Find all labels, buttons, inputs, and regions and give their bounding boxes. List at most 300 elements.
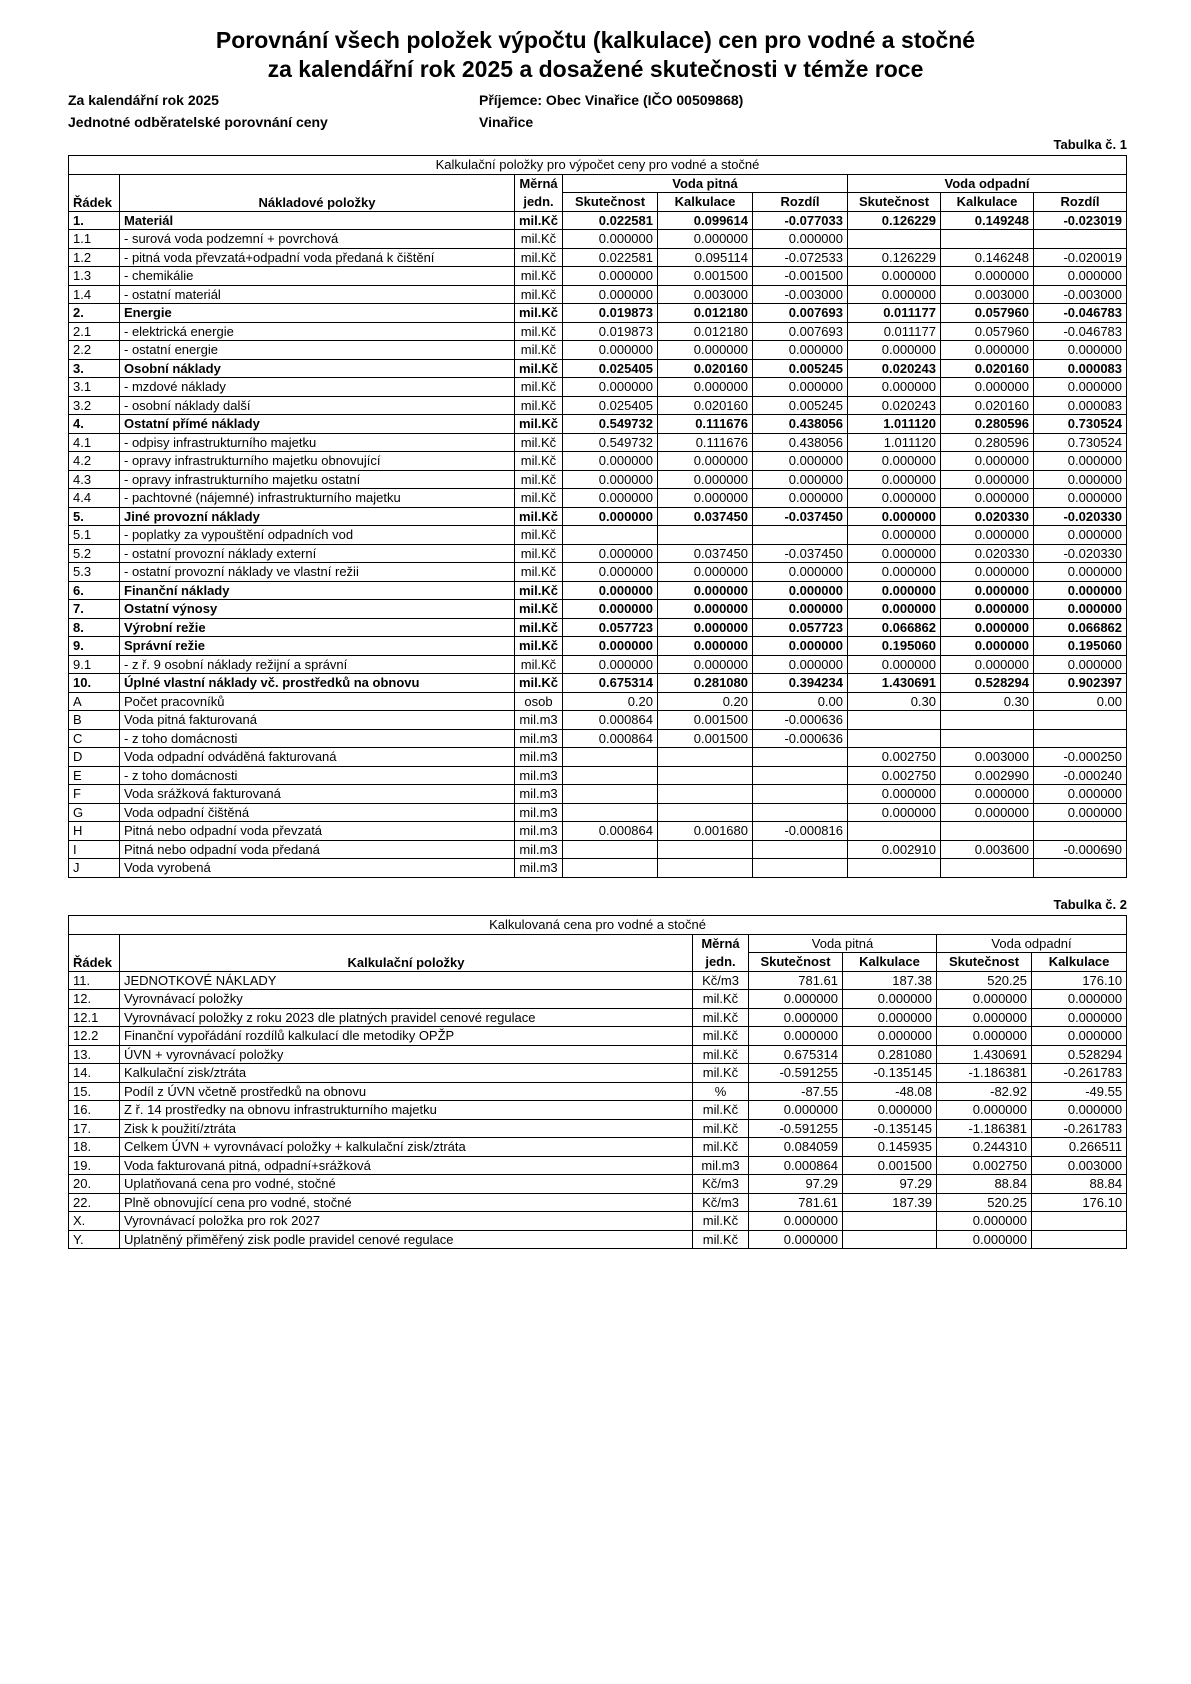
- table-row: [69, 452, 1127, 471]
- value-cell: [848, 729, 941, 748]
- value-cell: [658, 748, 753, 767]
- row-number: 20.: [69, 1175, 120, 1194]
- value-cell: 781.61: [749, 971, 843, 990]
- header-unit-1: Měrná: [693, 934, 749, 953]
- value-cell: 88.84: [1032, 1175, 1127, 1194]
- value-cell: 0.20: [563, 692, 658, 711]
- table-row: [69, 1064, 1127, 1083]
- value-cell: 0.000000: [753, 581, 848, 600]
- value-cell: 0.000000: [749, 990, 843, 1009]
- table-row: [69, 859, 1127, 878]
- value-cell: [658, 526, 753, 545]
- header-cost-items: Nákladové položky: [120, 174, 515, 211]
- row-number: G: [69, 803, 120, 822]
- row-number: 19.: [69, 1156, 120, 1175]
- row-number: 4.: [69, 415, 120, 434]
- value-cell: 0.000000: [658, 563, 753, 582]
- table-row: [69, 840, 1127, 859]
- row-number: 1.: [69, 211, 120, 230]
- value-cell: 0.000000: [848, 378, 941, 397]
- value-cell: 0.000000: [563, 267, 658, 286]
- value-cell: 781.61: [749, 1193, 843, 1212]
- value-cell: [563, 785, 658, 804]
- value-cell: -0.001500: [753, 267, 848, 286]
- unit-cell: mil.Kč: [693, 1119, 749, 1138]
- item-label: - ostatní materiál: [120, 285, 515, 304]
- unit-cell: mil.Kč: [515, 285, 563, 304]
- value-cell: 0.195060: [1034, 637, 1127, 656]
- value-cell: -0.000636: [753, 729, 848, 748]
- value-cell: 0.266511: [1032, 1138, 1127, 1157]
- value-cell: [941, 859, 1034, 878]
- value-cell: 0.000000: [658, 637, 753, 656]
- item-label: - ostatní provozní náklady ve vlastní režii: [120, 563, 515, 582]
- value-cell: 0.000000: [941, 267, 1034, 286]
- value-cell: 0.022581: [563, 211, 658, 230]
- unit-cell: mil.Kč: [515, 267, 563, 286]
- value-cell: 0.000000: [843, 1008, 937, 1027]
- value-cell: 0.00: [1034, 692, 1127, 711]
- unit-cell: mil.Kč: [693, 1008, 749, 1027]
- value-cell: 0.020160: [941, 359, 1034, 378]
- value-cell: 0.000000: [563, 600, 658, 619]
- table-row: [69, 581, 1127, 600]
- value-cell: 0.007693: [753, 304, 848, 323]
- row-number: 13.: [69, 1045, 120, 1064]
- item-label: - surová voda podzemní + povrchová: [120, 230, 515, 249]
- unit-cell: mil.Kč: [515, 378, 563, 397]
- value-cell: 0.002910: [848, 840, 941, 859]
- value-cell: 0.20: [658, 692, 753, 711]
- unit-cell: mil.m3: [515, 822, 563, 841]
- value-cell: -0.000690: [1034, 840, 1127, 859]
- table-row: [69, 230, 1127, 249]
- value-cell: 0.001500: [843, 1156, 937, 1175]
- item-label: - z ř. 9 osobní náklady režijní a správní: [120, 655, 515, 674]
- header-actual: Skutečnost: [563, 193, 658, 212]
- value-cell: 0.000000: [563, 581, 658, 600]
- row-number: 1.3: [69, 267, 120, 286]
- value-cell: 0.30: [848, 692, 941, 711]
- row-number: C: [69, 729, 120, 748]
- value-cell: [941, 729, 1034, 748]
- item-label: - mzdové náklady: [120, 378, 515, 397]
- value-cell: 0.000000: [658, 452, 753, 471]
- unit-cell: mil.m3: [515, 859, 563, 878]
- header-unit-1: Měrná: [515, 174, 563, 193]
- item-label: Osobní náklady: [120, 359, 515, 378]
- row-number: 12.1: [69, 1008, 120, 1027]
- table-row: [69, 711, 1127, 730]
- value-cell: 0.000000: [848, 785, 941, 804]
- value-cell: 0.000000: [749, 1230, 843, 1249]
- value-cell: [658, 859, 753, 878]
- row-number: 4.2: [69, 452, 120, 471]
- table-row: [69, 304, 1127, 323]
- value-cell: 0.000000: [753, 470, 848, 489]
- value-cell: 0.000000: [1034, 600, 1127, 619]
- table-row: [69, 470, 1127, 489]
- value-cell: [753, 859, 848, 878]
- header-unit-2: jedn.: [693, 953, 749, 972]
- item-label: Správní režie: [120, 637, 515, 656]
- value-cell: 0.000000: [563, 452, 658, 471]
- table-row: [69, 729, 1127, 748]
- value-cell: 0.111676: [658, 433, 753, 452]
- value-cell: 0.730524: [1034, 415, 1127, 434]
- table-row: [69, 990, 1127, 1009]
- unit-cell: mil.Kč: [693, 990, 749, 1009]
- table-row: [69, 341, 1127, 360]
- value-cell: -0.037450: [753, 507, 848, 526]
- unit-cell: mil.Kč: [515, 544, 563, 563]
- row-number: 3.: [69, 359, 120, 378]
- row-number: 7.: [69, 600, 120, 619]
- value-cell: -0.046783: [1034, 322, 1127, 341]
- value-cell: [753, 526, 848, 545]
- value-cell: 0.438056: [753, 433, 848, 452]
- row-number: 9.1: [69, 655, 120, 674]
- table-row: [69, 359, 1127, 378]
- value-cell: 0.000000: [941, 618, 1034, 637]
- header-row-no: Řádek: [69, 174, 120, 211]
- value-cell: 0.000000: [1034, 341, 1127, 360]
- value-cell: 0.528294: [1032, 1045, 1127, 1064]
- item-label: Ostatní výnosy: [120, 600, 515, 619]
- row-number: 11.: [69, 971, 120, 990]
- value-cell: 0.000000: [1032, 990, 1127, 1009]
- value-cell: 0.549732: [563, 415, 658, 434]
- value-cell: 0.012180: [658, 322, 753, 341]
- value-cell: 0.549732: [563, 433, 658, 452]
- item-label: Energie: [120, 304, 515, 323]
- unit-cell: mil.Kč: [515, 618, 563, 637]
- value-cell: 0.019873: [563, 304, 658, 323]
- value-cell: 0.000000: [941, 803, 1034, 822]
- unit-cell: mil.Kč: [515, 341, 563, 360]
- row-number: I: [69, 840, 120, 859]
- value-cell: 0.003000: [1032, 1156, 1127, 1175]
- value-cell: 0.30: [941, 692, 1034, 711]
- value-cell: 0.000000: [848, 544, 941, 563]
- table-row: [69, 526, 1127, 545]
- header-drinking-water: Voda pitná: [749, 934, 937, 953]
- unit-cell: mil.Kč: [515, 563, 563, 582]
- value-cell: 0.149248: [941, 211, 1034, 230]
- unit-cell: %: [693, 1082, 749, 1101]
- row-number: 6.: [69, 581, 120, 600]
- unit-cell: mil.Kč: [693, 1064, 749, 1083]
- unit-cell: mil.Kč: [515, 433, 563, 452]
- value-cell: 0.000000: [843, 990, 937, 1009]
- unit-cell: mil.Kč: [515, 600, 563, 619]
- value-cell: [848, 230, 941, 249]
- value-cell: 0.000000: [848, 803, 941, 822]
- item-label: Voda srážková fakturovaná: [120, 785, 515, 804]
- row-number: J: [69, 859, 120, 878]
- row-number: 12.2: [69, 1027, 120, 1046]
- table-row: [69, 1230, 1127, 1249]
- table-row: [69, 563, 1127, 582]
- value-cell: -0.003000: [1034, 285, 1127, 304]
- value-cell: 0.000000: [658, 341, 753, 360]
- item-label: Pitná nebo odpadní voda převzatá: [120, 822, 515, 841]
- value-cell: 0.012180: [658, 304, 753, 323]
- value-cell: 0.000864: [749, 1156, 843, 1175]
- value-cell: 0.001680: [658, 822, 753, 841]
- table-row: [69, 971, 1127, 990]
- value-cell: 0.000000: [753, 600, 848, 619]
- table-row: [69, 692, 1127, 711]
- value-cell: -0.135145: [843, 1119, 937, 1138]
- value-cell: 0.000000: [848, 581, 941, 600]
- row-number: A: [69, 692, 120, 711]
- value-cell: 0.000000: [753, 655, 848, 674]
- value-cell: 0.002750: [848, 748, 941, 767]
- value-cell: -0.023019: [1034, 211, 1127, 230]
- unit-cell: mil.Kč: [515, 396, 563, 415]
- value-cell: 0.195060: [848, 637, 941, 656]
- table-row: [69, 248, 1127, 267]
- header-difference: Rozdíl: [753, 193, 848, 212]
- table-row: [69, 544, 1127, 563]
- table-row: [69, 618, 1127, 637]
- value-cell: 0.000000: [848, 452, 941, 471]
- unit-cell: Kč/m3: [693, 1193, 749, 1212]
- value-cell: 0.057960: [941, 304, 1034, 323]
- item-label: Vyrovnávací položky: [120, 990, 693, 1009]
- unit-cell: mil.Kč: [515, 489, 563, 508]
- table-row: [69, 1027, 1127, 1046]
- value-cell: 0.000000: [658, 230, 753, 249]
- value-cell: 0.000000: [749, 1027, 843, 1046]
- value-cell: 0.000000: [941, 526, 1034, 545]
- value-cell: 0.057723: [563, 618, 658, 637]
- value-cell: 0.000000: [941, 470, 1034, 489]
- value-cell: 0.000000: [753, 637, 848, 656]
- value-cell: 0.020243: [848, 359, 941, 378]
- value-cell: 0.066862: [1034, 618, 1127, 637]
- value-cell: 0.000000: [848, 526, 941, 545]
- value-cell: [563, 526, 658, 545]
- value-cell: 0.000000: [749, 1212, 843, 1231]
- item-label: Materiál: [120, 211, 515, 230]
- value-cell: 187.39: [843, 1193, 937, 1212]
- value-cell: 0.000000: [1034, 581, 1127, 600]
- table-row: [69, 1193, 1127, 1212]
- table-row: [69, 1119, 1127, 1138]
- value-cell: 0.000000: [563, 655, 658, 674]
- value-cell: 0.111676: [658, 415, 753, 434]
- value-cell: 0.007693: [753, 322, 848, 341]
- value-cell: 0.020243: [848, 396, 941, 415]
- value-cell: [941, 711, 1034, 730]
- row-number: E: [69, 766, 120, 785]
- value-cell: 0.902397: [1034, 674, 1127, 693]
- value-cell: 0.019873: [563, 322, 658, 341]
- row-number: 1.2: [69, 248, 120, 267]
- value-cell: 0.066862: [848, 618, 941, 637]
- unit-cell: mil.m3: [515, 729, 563, 748]
- table-row: [69, 785, 1127, 804]
- value-cell: 0.001500: [658, 729, 753, 748]
- table-row: [69, 1082, 1127, 1101]
- value-cell: -0.261783: [1032, 1064, 1127, 1083]
- table-row: [69, 267, 1127, 286]
- value-cell: [848, 822, 941, 841]
- value-cell: 0.000000: [937, 1101, 1032, 1120]
- value-cell: 0.003000: [941, 285, 1034, 304]
- value-cell: 0.000000: [941, 378, 1034, 397]
- row-number: 9.: [69, 637, 120, 656]
- value-cell: 0.000000: [848, 267, 941, 286]
- value-cell: 0.005245: [753, 359, 848, 378]
- value-cell: 0.000000: [941, 581, 1034, 600]
- item-label: JEDNOTKOVÉ NÁKLADY: [120, 971, 693, 990]
- item-label: Kalkulační zisk/ztráta: [120, 1064, 693, 1083]
- value-cell: -0.000636: [753, 711, 848, 730]
- value-cell: 0.020160: [941, 396, 1034, 415]
- value-cell: 0.000000: [658, 655, 753, 674]
- value-cell: 0.020160: [658, 359, 753, 378]
- value-cell: [843, 1230, 937, 1249]
- value-cell: 0.002750: [937, 1156, 1032, 1175]
- table-row: [69, 415, 1127, 434]
- value-cell: 1.011120: [848, 433, 941, 452]
- value-cell: 0.000000: [563, 563, 658, 582]
- value-cell: -1.186381: [937, 1064, 1032, 1083]
- value-cell: 0.000083: [1034, 359, 1127, 378]
- value-cell: 0.000000: [658, 618, 753, 637]
- value-cell: 0.002990: [941, 766, 1034, 785]
- value-cell: [848, 859, 941, 878]
- item-label: Jiné provozní náklady: [120, 507, 515, 526]
- value-cell: 97.29: [749, 1175, 843, 1194]
- unit-cell: Kč/m3: [693, 971, 749, 990]
- row-number: 17.: [69, 1119, 120, 1138]
- table2-caption: Kalkulovaná cena pro vodné a stočné: [69, 916, 1127, 935]
- item-label: Z ř. 14 prostředky na obnovu infrastrukturního majetku: [120, 1101, 693, 1120]
- table-row: [69, 1045, 1127, 1064]
- item-label: ÚVN + vyrovnávací položky: [120, 1045, 693, 1064]
- table-row: [69, 803, 1127, 822]
- header-calculation: Kalkulace: [843, 953, 937, 972]
- unit-cell: mil.Kč: [515, 359, 563, 378]
- value-cell: [563, 803, 658, 822]
- value-cell: 0.000000: [753, 230, 848, 249]
- value-cell: 0.020330: [941, 507, 1034, 526]
- unit-cell: mil.Kč: [515, 674, 563, 693]
- header-difference: Rozdíl: [1034, 193, 1127, 212]
- meta-place: Vinařice: [479, 114, 534, 130]
- item-label: - pitná voda převzatá+odpadní voda předaná k čištění: [120, 248, 515, 267]
- value-cell: 0.000000: [941, 563, 1034, 582]
- value-cell: 0.000000: [563, 470, 658, 489]
- item-label: Voda fakturovaná pitná, odpadní+srážková: [120, 1156, 693, 1175]
- value-cell: -87.55: [749, 1082, 843, 1101]
- item-label: - z toho domácnosti: [120, 729, 515, 748]
- unit-cell: mil.m3: [515, 785, 563, 804]
- table-row: [69, 1008, 1127, 1027]
- item-label: Počet pracovníků: [120, 692, 515, 711]
- value-cell: 0.280596: [941, 433, 1034, 452]
- row-number: Y.: [69, 1230, 120, 1249]
- value-cell: -0.020330: [1034, 507, 1127, 526]
- unit-cell: mil.Kč: [693, 1230, 749, 1249]
- row-number: 8.: [69, 618, 120, 637]
- table1-caption: Kalkulační položky pro výpočet ceny pro vodné a stočné: [69, 156, 1127, 175]
- header-actual: Skutečnost: [848, 193, 941, 212]
- header-waste-water: Voda odpadní: [848, 174, 1127, 193]
- table-row: [69, 489, 1127, 508]
- item-label: Uplatňovaná cena pro vodné, stočné: [120, 1175, 693, 1194]
- row-number: 18.: [69, 1138, 120, 1157]
- table-row: [69, 674, 1127, 693]
- value-cell: 0.000000: [843, 1101, 937, 1120]
- value-cell: 0.022581: [563, 248, 658, 267]
- value-cell: [1034, 711, 1127, 730]
- item-label: Vyrovnávací položky z roku 2023 dle platných pravidel cenové regulace: [120, 1008, 693, 1027]
- unit-cell: mil.Kč: [693, 1045, 749, 1064]
- value-cell: 0.000000: [941, 655, 1034, 674]
- unit-cell: mil.Kč: [515, 526, 563, 545]
- row-number: 14.: [69, 1064, 120, 1083]
- value-cell: 520.25: [937, 971, 1032, 990]
- document-title: [0, 26, 1191, 84]
- item-label: Uplatněný přiměřený zisk podle pravidel cenové regulace: [120, 1230, 693, 1249]
- value-cell: [1032, 1212, 1127, 1231]
- value-cell: 0.000000: [1034, 267, 1127, 286]
- value-cell: 0.000000: [563, 507, 658, 526]
- item-label: Finanční náklady: [120, 581, 515, 600]
- table-row: [69, 655, 1127, 674]
- value-cell: 0.281080: [843, 1045, 937, 1064]
- row-number: 12.: [69, 990, 120, 1009]
- row-number: 5.3: [69, 563, 120, 582]
- value-cell: 0.000000: [1034, 489, 1127, 508]
- value-cell: 176.10: [1032, 971, 1127, 990]
- value-cell: 0.000000: [1034, 526, 1127, 545]
- table-row: [69, 433, 1127, 452]
- header-unit-2: jedn.: [515, 193, 563, 212]
- value-cell: -0.077033: [753, 211, 848, 230]
- value-cell: 0.000000: [658, 378, 753, 397]
- value-cell: 0.000000: [937, 1212, 1032, 1231]
- value-cell: -0.000816: [753, 822, 848, 841]
- value-cell: 0.000000: [1034, 655, 1127, 674]
- unit-cell: mil.Kč: [693, 1138, 749, 1157]
- value-cell: 0.000000: [937, 990, 1032, 1009]
- value-cell: 0.057723: [753, 618, 848, 637]
- table1-body: [69, 211, 1127, 877]
- value-cell: 0.000000: [941, 452, 1034, 471]
- value-cell: [563, 859, 658, 878]
- unit-cell: mil.Kč: [515, 322, 563, 341]
- row-number: D: [69, 748, 120, 767]
- row-number: 2.1: [69, 322, 120, 341]
- value-cell: 0.675314: [563, 674, 658, 693]
- value-cell: 97.29: [843, 1175, 937, 1194]
- value-cell: [1034, 822, 1127, 841]
- item-label: Ostatní přímé náklady: [120, 415, 515, 434]
- value-cell: [658, 840, 753, 859]
- item-label: - ostatní provozní náklady externí: [120, 544, 515, 563]
- value-cell: [563, 766, 658, 785]
- item-label: Pitná nebo odpadní voda předaná: [120, 840, 515, 859]
- value-cell: [753, 785, 848, 804]
- value-cell: -0.072533: [753, 248, 848, 267]
- unit-cell: mil.Kč: [515, 230, 563, 249]
